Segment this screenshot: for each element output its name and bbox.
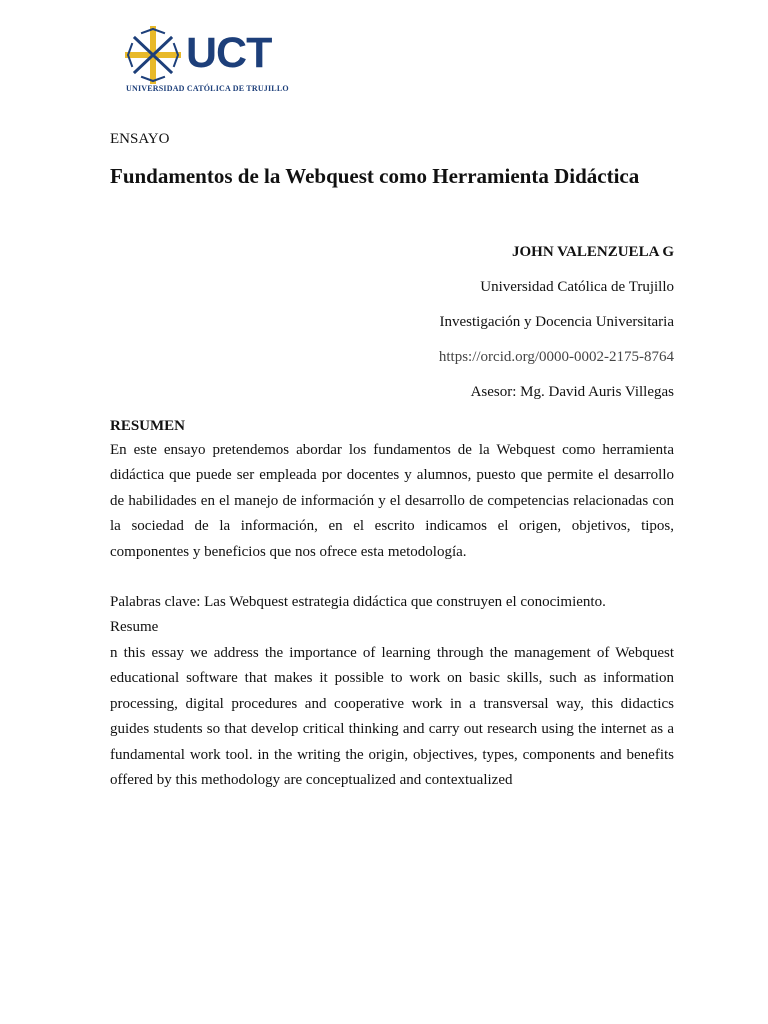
cross-emblem-icon [122, 26, 184, 84]
english-abstract-text: n this essay we address the importance of learning through the management of Webquest educational software that makes it possible to work on basic skills, such as information processing, digital procedures and cooperative work in a transversal way, this didactics guides students so that develop critical thinking and carry out research using the internet as a fundamental work tool. in the writing the origin, objectives, types, components and benefits offered by this methodology are conceptualized and contextualized [110, 645, 674, 789]
advisor-line: Asesor: Mg. David Auris Villegas [470, 384, 674, 400]
university-logo [122, 24, 300, 98]
abstract-heading: RESUMEN [110, 418, 186, 434]
document-title: Fundamentos de la Webquest como Herramienta Didáctica [110, 164, 640, 188]
document-type: ENSAYO [110, 131, 170, 147]
author-name: JOHN VALENZUELA G [512, 244, 674, 260]
author-department: Investigación y Docencia Universitaria [439, 314, 674, 330]
english-abstract-heading: Resume [110, 619, 159, 635]
abstract-text: En este ensayo pretendemos abordar los fundamentos de la Webquest como herramienta didáctica que puede ser empleada por docentes y alumnos, puesto que permite el desarrollo de habilidades en el manejo de información y el desarrollo de competencias relacionadas con la sociedad de la información, en el escrito indicamos el origen, objetivos, tipos, componentes y beneficios que nos ofrece esta metodología. [110, 442, 674, 560]
author-university: Universidad Católica de Trujillo [480, 279, 674, 295]
logo-wordmark: UCT [186, 29, 272, 77]
logo-subtitle: UNIVERSIDAD CATÓLICA DE TRUJILLO [126, 84, 289, 93]
orcid-link[interactable]: https://orcid.org/0000-0002-2175-8764 [438, 349, 674, 365]
keywords-line: Palabras clave: Las Webquest estrategia didáctica que construyen el conocimiento. [110, 594, 606, 610]
